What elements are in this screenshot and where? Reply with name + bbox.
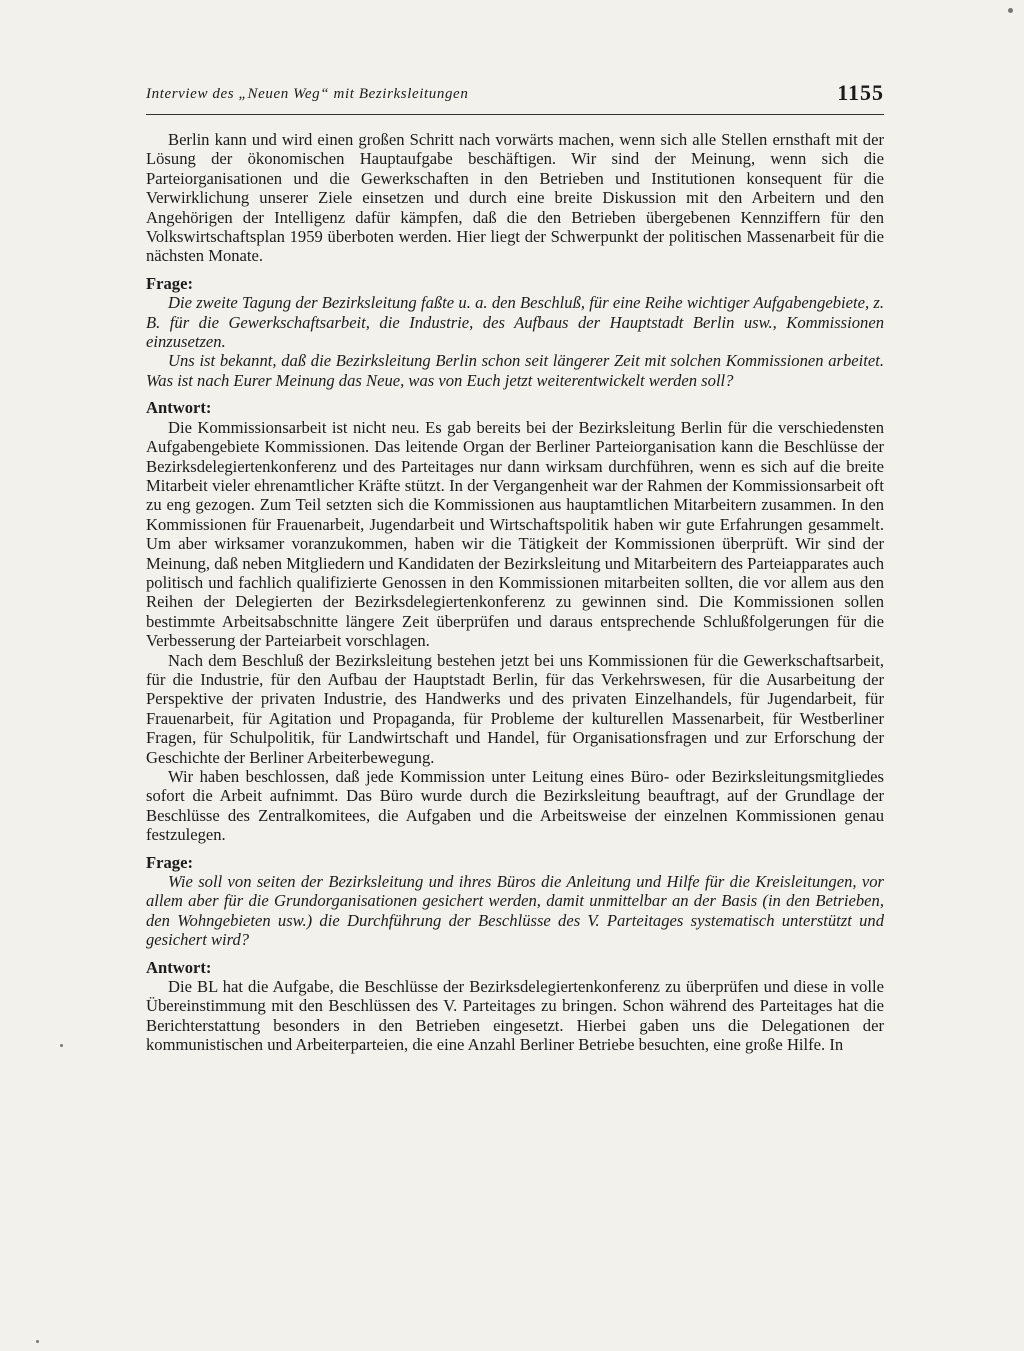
answer-label: Antwort:	[146, 398, 212, 418]
paragraph: Nach dem Beschluß der Bezirksleitung bestehen jetzt bei uns Kommissionen für die Gewerkschaftsarbeit, für die Industrie, für den Aufbau der Hauptstadt Berlin, für das Verkehrswesen, für die Ausarbeitung der Perspektive der privaten Industrie, des Handwerks und des privaten Einzelhandels, für Jugendarbeit, für Frauenarbeit, für Agitation und Propaganda, für Probleme der kulturellen Massenarbeit, für Westberliner Fragen, für Schulpolitik, für Landwirtschaft und Handel, für Organisationsfragen und zur Erforschung der Geschichte der Berliner Arbeiterbewegung.	[146, 650, 884, 767]
paragraph: Die Kommissionsarbeit ist nicht neu. Es gab bereits bei der Bezirksleitung Berlin für die verschiedensten Aufgabengebiete Kommissionen. Das leitende Organ der Berliner Parteiorganisation kann die Beschlüsse der Bezirksdelegiertenkonferenz und des Parteitages nur dann wirksam durchführen, wenn es sich auf die breite Mitarbeit vieler ehrenamtlicher Kräfte stützt. In der Vergangenheit war der Rahmen der Kommissionsarbeit oft zu eng gezogen. Zum Teil setzten sich die Kommissionen aus hauptamtlichen Mitarbeitern zusammen. In den Kommissionen für Frauenarbeit, Jugendarbeit und Wirtschaftspolitik haben wir gute Erfahrungen gesammelt. Um aber wirksamer voranzukommen, haben wir die Tätigkeit der Kommissionen überprüft. Wir sind der Meinung, daß neben Mitgliedern und Kandidaten der Bezirksleitung und Mitarbeitern des Parteiapparates auch politisch und fachlich qualifizierte Genossen in den Kommissionen mitarbeiten sollten, die vor allem aus den Reihen der Delegierten der Bezirksdelegiertenkonferenz zu gewinnen sind. Die Kommissionen sollen bestimmte Arbeitsabschnitte längere Zeit überprüfen und daraus entsprechende Schlußfolgerungen für die Verbesserung der Parteiarbeit vorschlagen.	[146, 417, 884, 651]
question-paragraph: Uns ist bekannt, daß die Bezirksleitung Berlin schon seit längerer Zeit mit solchen Kommissionen arbeitet. Was ist nach Eurer Meinung das Neue, was von Euch jetzt weiterentwickelt werden soll?	[146, 351, 884, 390]
scan-speck	[1008, 8, 1013, 13]
question-paragraph: Wie soll von seiten der Bezirksleitung und ihres Büros die Anleitung und Hilfe für die Kreisleitungen, vor allem aber für die Grundorganisationen gesichert werden, damit unmittelbar an der Basis (in den Betrieben, den Wohngebieten usw.) die Durchführung der Beschlüsse des V. Parteitages systematisch unterstützt und gesichert wird?	[146, 872, 884, 950]
scan-speck	[60, 1044, 63, 1047]
answer-label: Antwort:	[146, 957, 212, 977]
question-paragraph: Die zweite Tagung der Bezirksleitung faßte u. a. den Beschluß, für eine Reihe wichtiger Aufgabengebiete, z. B. für die Gewerkschaftsarbeit, die Industrie, des Aufbaus der Hauptstadt Berlin usw., Kommissionen einzusetzen.	[146, 293, 884, 352]
question-label: Frage:	[146, 273, 193, 293]
paragraph: Berlin kann und wird einen großen Schritt nach vorwärts machen, wenn sich alle Stellen ernsthaft mit der Lösung der ökonomischen Hauptaufgabe beschäftigen. Wir sind der Meinung, wenn sich die Parteiorganisationen und die Gewerkschaften in den Betrieben und Institutionen konsequent für die Verwirklichung unserer Ziele einsetzen und durch eine breite Diskussion mit den Arbeitern und den Angehörigen der Intelligenz dafür kämpfen, daß die den Betrieben übergebenen Kennziffern für den Volkswirtschaftsplan 1959 überboten werden. Hier liegt der Schwerpunkt der politischen Massenarbeit für die nächsten Monate.	[146, 130, 884, 266]
page-body	[146, 130, 884, 1055]
running-title: Interview des „Neuen Weg“ mit Bezirksleitungen	[146, 86, 469, 102]
paragraph: Die BL hat die Aufgabe, die Beschlüsse der Bezirksdelegiertenkonferenz zu überprüfen und diese in volle Übereinstimmung mit den Beschlüssen des V. Parteitages zu bringen. Schon während des Parteitages hat die Berichterstattung besonders in den Betrieben eingesetzt. Hierbei gaben uns die Delegationen der kommunistischen und Arbeiterparteien, die eine Anzahl Berliner Betriebe besuchten, eine große Hilfe. In	[146, 977, 884, 1055]
page-header	[146, 78, 884, 112]
paragraph: Wir haben beschlossen, daß jede Kommission unter Leitung eines Büro- oder Bezirksleitungsmitgliedes sofort die Arbeit aufnimmt. Das Büro wurde durch die Bezirksleitung beauftragt, auf der Grundlage der Beschlüsse des Zentralkomitees, die Aufgaben und die Arbeitsweise der einzelnen Kommissionen genau festzulegen.	[146, 767, 884, 845]
header-rule	[146, 114, 884, 115]
scan-speck	[36, 1340, 39, 1343]
question-label: Frage:	[146, 852, 193, 872]
page-number: 1155	[837, 80, 884, 105]
